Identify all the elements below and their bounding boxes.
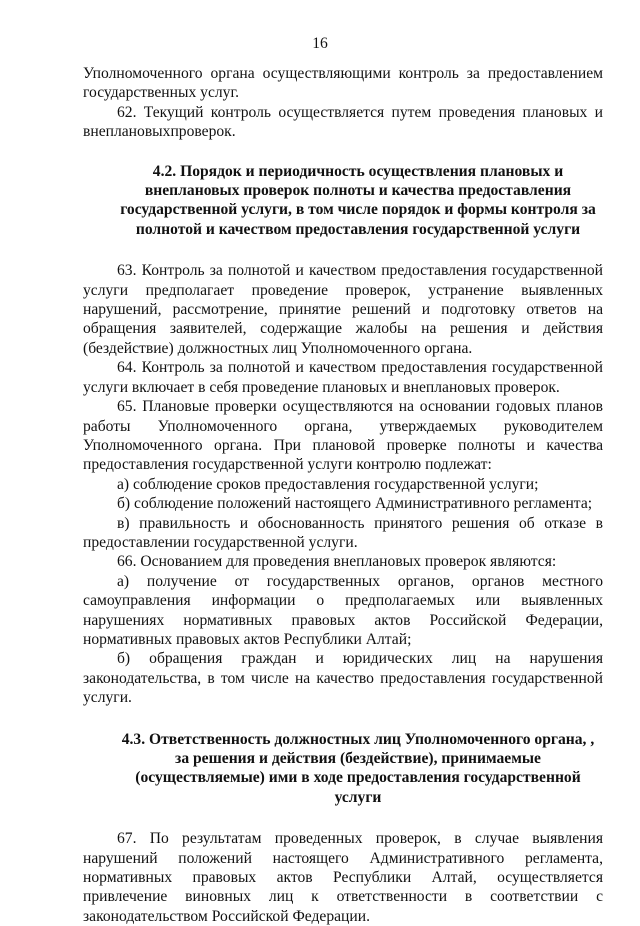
paragraph-63: 63. Контроль за полнотой и качеством предоставления государственной услуги предполагает проведение проверок, устранение выявленных нарушений, рассмотрение, принятие решений и подготовку ответов на обращения заявителей, содержащие жалобы на решения и действия (бездействие) должностных лиц Уполномоченного органа.	[83, 262, 603, 357]
paragraph-67: 67. По результатам проведенных проверок, в случае выявления нарушений положений настоящего Административного регламента, нормативных правовых актов Республики Алтай, осуществляется привлечение виновных лиц к ответственности в соответствии с законодательством Российской Федерации.	[83, 830, 603, 925]
section-heading-4-3: 4.3. Ответственность должностных лиц Уполномоченного органа, , за решения и действия (бездействие), принимаемые (осуществляемые) ими в ходе предоставления государственной услуги	[121, 730, 595, 806]
paragraph-65-a: а) соблюдение сроков предоставления государственной услуги;	[117, 475, 539, 493]
paragraph-66-a: а) получение от государственных органов, органов местного самоуправления информации о предполагаемых или выявленных нарушениях нормативных правовых актов Российской Федерации, нормативных правовых актов Республики Алтай;	[83, 572, 603, 648]
page-number: 16	[312, 35, 328, 52]
paragraph-65: 65. Плановые проверки осуществляются на основании годовых планов работы Уполномоченного органа, утверждаемых руководителем Уполномоченного органа. При плановой проверке полноты и качества предоставления государственной услуги контролю подлежат:	[83, 398, 603, 474]
paragraph-64: 64. Контроль за полнотой и качеством предоставления государственной услуги включает в себя проведение плановых и внеплановых проверок.	[83, 359, 603, 396]
paragraph-top: Уполномоченного органа осуществляющими контроль за предоставлением государственных услуг.	[83, 65, 603, 102]
paragraph-65-b: б) соблюдение положений настоящего Административного регламента;	[117, 495, 593, 513]
paragraph-62: 62. Текущий контроль осуществляется путем проведения плановых и внеплановыхпроверок.	[83, 103, 603, 141]
paragraph-66-b: б) обращения граждан и юридических лиц на нарушения законодательства, в том числе на качество предоставления государственной услуги.	[83, 650, 603, 707]
paragraph-66: 66. Основанием для проведения внеплановых проверок являются:	[117, 553, 557, 571]
document-body	[83, 64, 603, 926]
section-heading-4-2: 4.2. Порядок и периодичность осуществления плановых и внеплановых проверок полноты и качества предоставления государственной услуги, в том числе порядок и формы контроля за полнотой и качеством предоставления государственной услуги	[120, 162, 596, 238]
paragraph-65-c: в) правильность и обоснованность принятого решения об отказе в предоставлении государственной услуги.	[83, 514, 603, 551]
